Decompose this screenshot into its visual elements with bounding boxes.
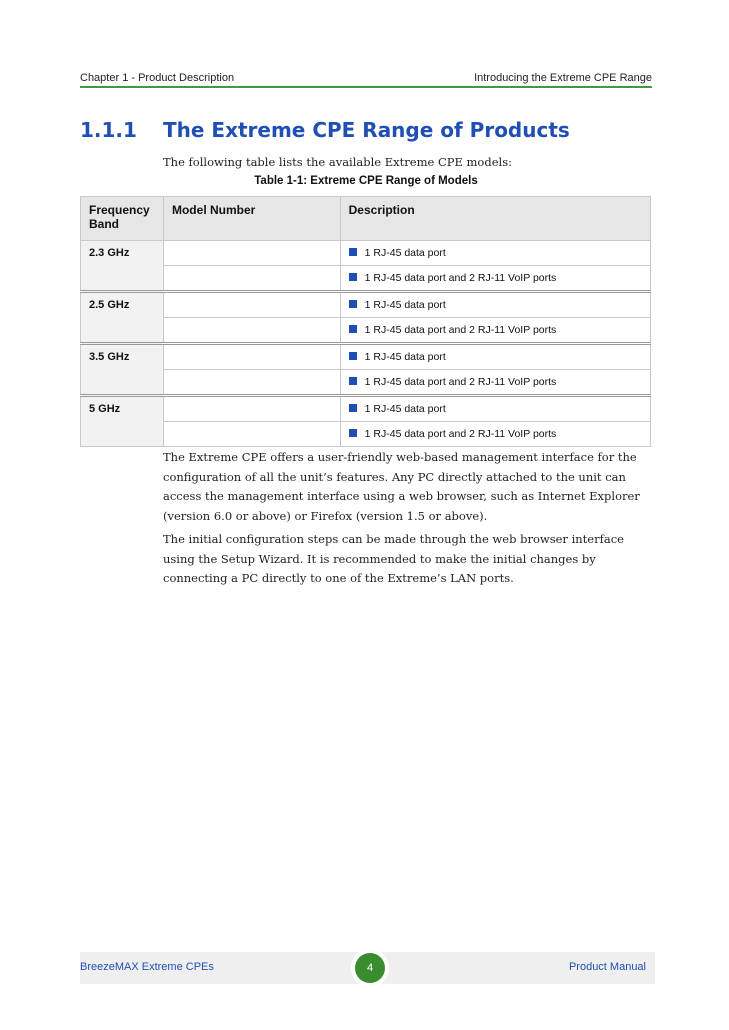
model-cell bbox=[163, 396, 340, 422]
band-cell: 3.5 GHz bbox=[81, 344, 164, 396]
bullet-icon bbox=[349, 300, 357, 308]
model-cell bbox=[163, 292, 340, 318]
description-text: 1 RJ-45 data port bbox=[364, 247, 446, 259]
paragraph-management: The Extreme CPE offers a user-friendly web-based management interface for the configuration of all the unit’s features. Any PC directly attached to the unit can access the management interface using a web browser, such as Internet Explorer (version 6.0 or above) or Firefox (version 1.5 or above). bbox=[163, 450, 640, 523]
band-cell: 2.3 GHz bbox=[81, 241, 164, 292]
table-header-row bbox=[81, 197, 651, 241]
description-cell bbox=[340, 292, 650, 318]
section-number: 1.1.1 bbox=[80, 118, 137, 142]
description-text: 1 RJ-45 data port and 2 RJ-11 VoIP ports bbox=[364, 428, 557, 440]
bullet-icon bbox=[349, 273, 357, 281]
description-cell bbox=[340, 370, 650, 396]
bullet-icon bbox=[349, 429, 357, 437]
footer-product-name: BreezeMAX Extreme CPEs bbox=[80, 961, 214, 973]
bullet-icon bbox=[349, 248, 357, 256]
model-cell bbox=[163, 422, 340, 447]
description-cell bbox=[340, 344, 650, 370]
table-row bbox=[81, 266, 651, 292]
band-cell: 5 GHz bbox=[81, 396, 164, 447]
header-description: Description bbox=[340, 197, 650, 241]
table-caption: Table 1-1: Extreme CPE Range of Models bbox=[254, 175, 478, 187]
section-title: The Extreme CPE Range of Products bbox=[163, 118, 570, 142]
model-cell bbox=[163, 318, 340, 344]
description-text: 1 RJ-45 data port bbox=[364, 351, 446, 363]
bullet-icon bbox=[349, 352, 357, 360]
description-text: 1 RJ-45 data port and 2 RJ-11 VoIP ports bbox=[364, 272, 557, 284]
description-text: 1 RJ-45 data port bbox=[364, 299, 446, 311]
description-cell bbox=[340, 318, 650, 344]
bullet-icon bbox=[349, 377, 357, 385]
model-cell bbox=[163, 370, 340, 396]
description-cell bbox=[340, 266, 650, 292]
bullet-icon bbox=[349, 404, 357, 412]
page-number-badge: 4 bbox=[355, 953, 385, 983]
table-row bbox=[81, 422, 651, 447]
header-model-number: Model Number bbox=[163, 197, 340, 241]
table-row bbox=[81, 370, 651, 396]
description-text: 1 RJ-45 data port bbox=[364, 403, 446, 415]
table-row bbox=[81, 318, 651, 344]
header-rule bbox=[80, 86, 652, 88]
description-cell bbox=[340, 241, 650, 266]
table-row bbox=[81, 344, 651, 370]
section-intro: The following table lists the available Extreme CPE models: bbox=[163, 155, 512, 169]
table-row bbox=[81, 396, 651, 422]
model-cell bbox=[163, 241, 340, 266]
header-section: Introducing the Extreme CPE Range bbox=[474, 72, 652, 84]
description-text: 1 RJ-45 data port and 2 RJ-11 VoIP ports bbox=[364, 324, 557, 336]
header-frequency-band: Frequency Band bbox=[81, 197, 164, 241]
description-text: 1 RJ-45 data port and 2 RJ-11 VoIP ports bbox=[364, 376, 557, 388]
table-row bbox=[81, 241, 651, 266]
band-cell: 2.5 GHz bbox=[81, 292, 164, 344]
paragraph-initial-config: The initial configuration steps can be made through the web browser interface using the Setup Wizard. It is recommended to make the initial changes by connecting a PC directly to one of the Extreme’s LAN ports. bbox=[163, 532, 624, 585]
model-cell bbox=[163, 266, 340, 292]
models-table bbox=[80, 196, 651, 447]
table-row bbox=[81, 292, 651, 318]
model-cell bbox=[163, 344, 340, 370]
header-chapter: Chapter 1 - Product Description bbox=[80, 72, 235, 84]
bullet-icon bbox=[349, 325, 357, 333]
description-cell bbox=[340, 422, 650, 447]
description-cell bbox=[340, 396, 650, 422]
footer-manual-name: Product Manual bbox=[568, 961, 646, 973]
